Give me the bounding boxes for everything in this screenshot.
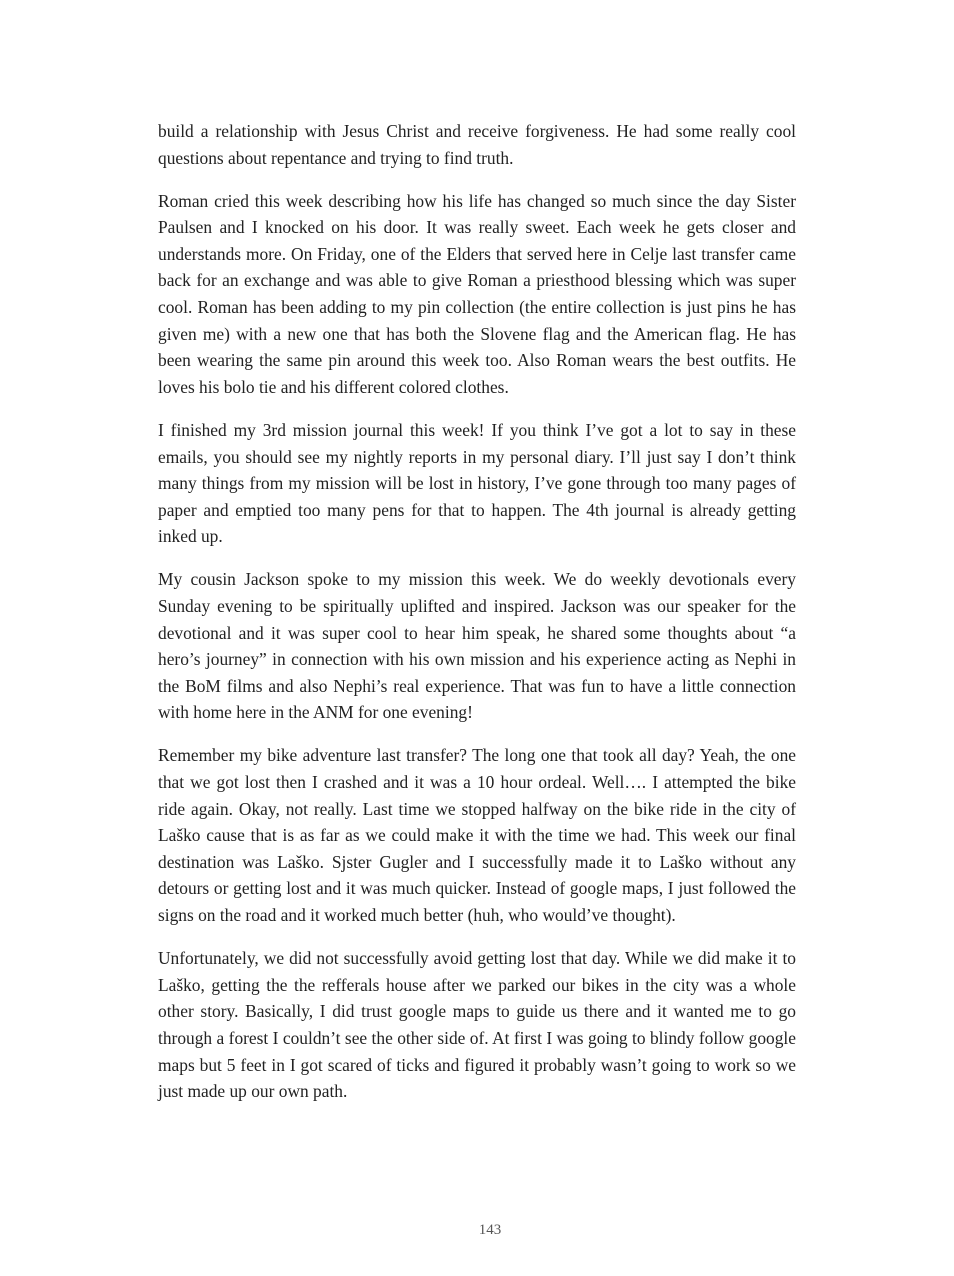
body-text [158,118,796,1121]
paragraph-3: I finished my 3rd mission journal this week! If you think I’ve got a lot to say in these emails, you should see my nightly reports in my personal diary. I’ll just say I don’t think many things from my mission will be lost in history, I’ve gone through too many pages of paper and emptied too many pens for that to happen. The 4th journal is already getting inked up. [158,419,796,547]
page-number: 143 [478,1222,502,1238]
paragraph-5: Remember my bike adventure last transfer? The long one that took all day? Yeah, the one that we got lost then I crashed and it was a 10 hour ordeal. Well…. I attempted the bike ride again. Okay, not really. Last time we stopped halfway on the bike ride in the city of Laško cause that is as far as we could make it with the time we had. This week our final destination was Laško. Sjster Gugler and I successfully made it to Laško without any detours or getting lost and it was much quicker. Instead of google maps, I just followed the signs on the road and it worked much better (huh, who would’ve thought). [158,745,796,926]
paragraph-2: Roman cried this week describing how his life has changed so much since the day Sister Paulsen and I knocked on his door. It was really sweet. Each week he gets closer and understands more. On Friday, one of the Elders that served here in Celje last transfer came back for an exchange and was able to give Roman a priesthood blessing which was super cool. Roman has been adding to my pin collection (the entire collection is just pins he has given me) with a new one that has both the Slovene flag and the American flag. He has been wearing the same pin around this week too. Also Roman wears the best outfits. He loves his bolo tie and his different colored clothes. [158,190,796,397]
paragraph-4: My cousin Jackson spoke to my mission this week. We do weekly devotionals every Sunday evening to be spiritually uplifted and inspired. Jackson was our speaker for the devotional and it was super cool to hear him speak, he shared some thoughts about “a hero’s journey” in connection with his own mission and his experience acting as Nephi in the BoM films and also Nephi’s real experience. That was fun to have a little connection with home here in the ANM for one evening! [158,569,796,723]
paragraph-6: Unfortunately, we did not successfully avoid getting lost that day. While we did make it to Laško, getting the the refferals house after we parked our bikes in the city was a whole other story. Basically, I did trust google maps to guide us there and it wanted me to go through a forest I couldn’t see the other side of. At first I was going to blindy follow google maps but 5 feet in I got scared of ticks and figured it probably wasn’t going to work so we just made up our own path. [158,948,796,1102]
paragraph-1: build a relationship with Jesus Christ and receive forgiveness. He had some really cool questions about repentance and trying to find truth. [158,121,796,168]
